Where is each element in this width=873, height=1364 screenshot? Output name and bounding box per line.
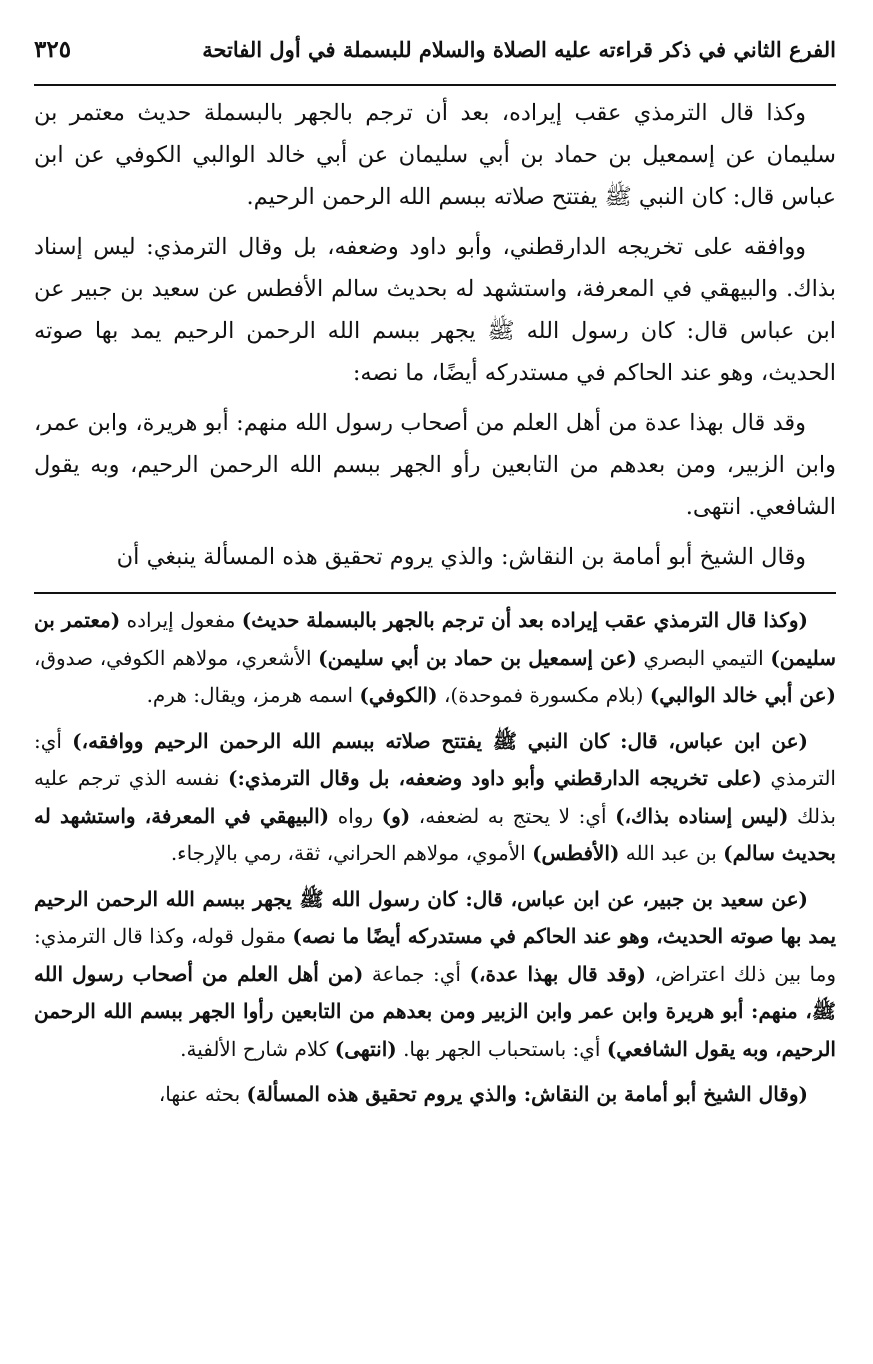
quoted-matn-text: (و) [381, 803, 411, 828]
commentary-run: أي: لا يحتج به لضعفه، [410, 803, 616, 828]
quoted-matn-text: (عن ابن عباس، قال: كان النبي ﷺ يفتتح صلاته ببسم الله الرحمن الرحيم ووافقه،) [72, 728, 808, 753]
quoted-matn-text: (الكوفي) [359, 683, 438, 707]
commentary-run: بن عبد الله [619, 841, 724, 865]
commentary-run: بحثه عنها، [158, 1082, 247, 1106]
commentary-run: أي: باستحباب الجهر بها. [396, 1036, 607, 1061]
quoted-matn-text: (وقد قال بهذا عدة،) [469, 961, 646, 986]
commentary-run: نفسه الذي ترجم عليه بذلك [34, 766, 836, 828]
footnote-divider [34, 592, 836, 594]
quoted-matn-text: (عن سعيد بن جبير، عن ابن عباس، قال: كان رسول الله ﷺ يجهر ببسم الله الرحمن الرحيم يمد بها صوته الحديث، وهو عند الحاكم في مستدركه أيضًا ما نصه) [34, 886, 837, 948]
main-text [34, 92, 836, 578]
commentary-run: الأشعري، مولاهم الكوفي، صدوق، [34, 645, 319, 670]
commentary-run: مقول قوله، وكذا قال الترمذي: وما بين ذلك اعتراض، [34, 924, 837, 986]
quoted-matn-text: (انتهى) [334, 1036, 397, 1061]
running-header [34, 36, 836, 86]
header-title: الفرع الثاني في ذكر قراءته عليه الصلاة والسلام للبسملة في أول الفاتحة [202, 37, 836, 62]
main-paragraph: وقد قال بهذا عدة من أهل العلم من أصحاب رسول الله منهم: أبو هريرة، وابن عمر، وابن الزبير، ومن بعدهم من التابعين رأو الجهر ببسم الله الرحمن الرحيم، وبه يقول الشافعي. انتهى. [34, 410, 836, 520]
commentary-run: الأموي، مولاهم الحراني، ثقة، رمي بالإرجاء. [170, 841, 533, 865]
quoted-matn-text: (على تخريجه الدارقطني وأبو داود وضعفه، بل وقال الترمذي:) [228, 766, 762, 790]
quoted-matn-text: (وقال الشيخ أبو أمامة بن النقاش: والذي يروم تحقيق هذه المسألة) [246, 1082, 808, 1106]
commentary-paragraph [34, 602, 836, 715]
quoted-matn-text: (الأفطس) [532, 841, 620, 865]
main-paragraph: وكذا قال الترمذي عقب إيراده، بعد أن ترجم بالجهر بالبسملة حديث معتمر بن سليمان عن إسمعيل بن حماد بن أبي سليمان عن أبي خالد الوالبي الكوفي عن ابن عباس قال: كان النبي ﷺ يفتتح صلاته ببسم الله الرحمن الرحيم. [34, 100, 836, 210]
commentary-paragraph [34, 1076, 836, 1114]
commentary-run: كلام شارح الألفية. [180, 1036, 335, 1061]
quoted-matn-text: (البيهقي في المعرفة، واستشهد له بحديث سالم) [34, 803, 836, 865]
commentary-run: رواه [329, 803, 382, 828]
commentary-paragraph [34, 723, 836, 873]
main-paragraph: وقال الشيخ أبو أمامة بن النقاش: والذي يروم تحقيق هذه المسألة ينبغي أن [116, 544, 806, 570]
commentary-text [34, 602, 836, 1114]
page-number: ٣٢٥ [34, 36, 72, 63]
commentary-run: أي: جماعة [363, 961, 470, 986]
quoted-matn-text: (عن إسمعيل بن حماد بن أبي سليمن) [318, 645, 637, 670]
commentary-run: اسمه هرمز، ويقال: هرم. [146, 683, 360, 707]
commentary-run: أي: الترمذي [34, 728, 836, 790]
quoted-matn-text: (ليس إسناده بذاك،) [615, 803, 789, 828]
main-paragraph: ووافقه على تخريجه الدارقطني، وأبو داود وضعفه، بل وقال الترمذي: ليس إسناد بذاك. والبيهقي في المعرفة، واستشهد له بحديث سالم الأفطس عن سعيد بن جبير عن ابن عباس قال: كان رسول الله ﷺ يجهر ببسم الله الرحمن الرحيم يمد بها صوته الحديث، وهو عند الحاكم في مستدركه أيضًا، ما نصه: [34, 234, 836, 386]
quoted-matn-text: (وكذا قال الترمذي عقب إيراده بعد أن ترجم بالجهر بالبسملة حديث) [241, 608, 809, 632]
commentary-run: التيمي البصري [636, 645, 771, 670]
commentary-paragraph [34, 881, 836, 1069]
commentary-run: (بلام مكسورة فموحدة)، [437, 683, 650, 707]
book-page [34, 36, 836, 1122]
commentary-run: مفعول إيراده [120, 608, 242, 632]
quoted-matn-text: (عن أبي خالد الوالبي) [649, 683, 836, 707]
quoted-matn-text: (من أهل العلم من أصحاب رسول الله ﷺ، منهم: أبو هريرة وابن عمر وابن الزبير ومن بعدهم من التابعين رأوا الجهر ببسم الله الرحمن الرحيم، وبه يقول الشافعي) [34, 961, 836, 1061]
quoted-matn-text: (معتمر بن سليمن) [34, 608, 837, 670]
